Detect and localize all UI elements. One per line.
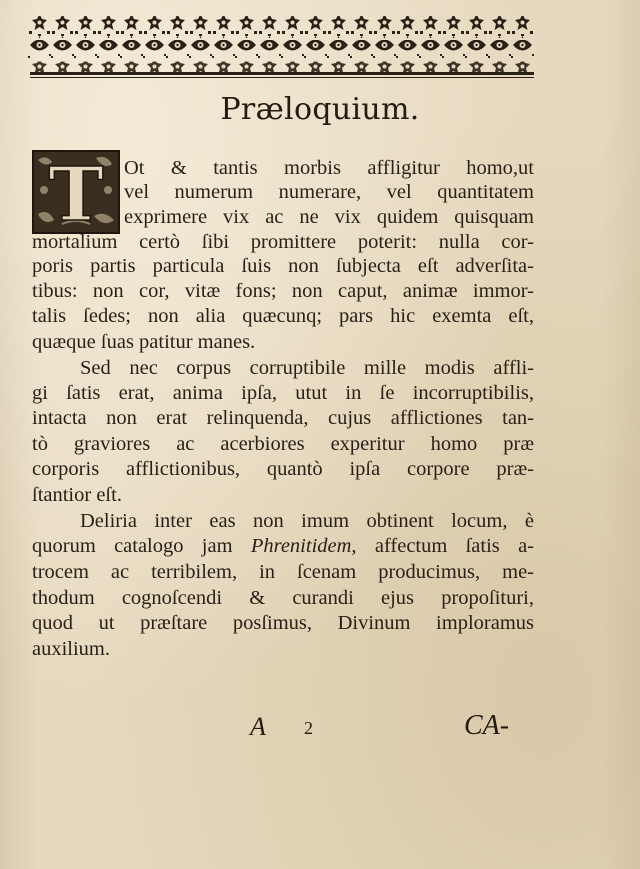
body-line: tibus: non cor, vitæ fons; non caput, animæ immor-: [32, 280, 534, 302]
body-line: Deliria inter eas non imum obtinent locum, è: [80, 510, 534, 532]
body-line: tò graviores ac acerbiores experitur homo præ: [32, 433, 534, 455]
body-line: exprimere vix ac ne vix quidem quisquam: [124, 206, 534, 228]
body-line: Sed nec corpus corruptibile mille modis affli-: [80, 357, 534, 379]
decorated-drop-cap: [32, 150, 120, 234]
page-number: 2: [304, 718, 313, 738]
page-title: Præloquium.: [220, 92, 420, 127]
body-line: gi ſatis erat, anima ipſa, utut in ſe incorruptibilis,: [32, 382, 534, 404]
body-line: corporis afflictionibus, quantò ipſa corpore præ-: [32, 458, 534, 480]
body-line: quod ut præſtare posſimus, Divinum imploramus: [32, 612, 534, 634]
body-line: Ot & tantis morbis affligitur homo,ut: [124, 157, 534, 179]
body-line: mortalium certò ſibi promittere poterit: nulla cor-: [32, 231, 534, 253]
body-line: vel numerum numerare, vel quantitatem: [124, 181, 534, 203]
body-line: auxilium.: [32, 638, 111, 660]
italic-term: Phrenitidem: [250, 535, 352, 557]
body-line: thodum cognoſcendi & curandi ejus propoſituri,: [32, 587, 534, 609]
body-line: poris partis particula ſuis non ſubjecta eſt adverſita-: [32, 255, 534, 277]
header-rule-thin: [30, 77, 534, 78]
body-line: quæque ſuas patitur manes.: [32, 331, 256, 353]
body-line: ſtantior eſt.: [32, 484, 122, 506]
body-line: intacta non erat relinquenda, cujus afflictiones tan-: [32, 407, 534, 429]
body-line: trocem ac terribilem, in ſcenam producimus, me-: [32, 561, 534, 583]
signature-mark: A: [250, 712, 266, 741]
body-line: talis ſedes; non alia quæcunq; pars hic exemta eſt,: [32, 305, 534, 327]
body-line-with-italic: quorum catalogo jam Phrenitidem, affectum ſatis a-: [32, 535, 534, 557]
drop-cap-frame-icon: [32, 150, 120, 234]
drop-cap-letter: T: [48, 152, 104, 234]
header-rule-thick: [30, 72, 534, 75]
ornamental-headpiece: [28, 12, 534, 80]
catchword: CA-: [464, 710, 510, 741]
